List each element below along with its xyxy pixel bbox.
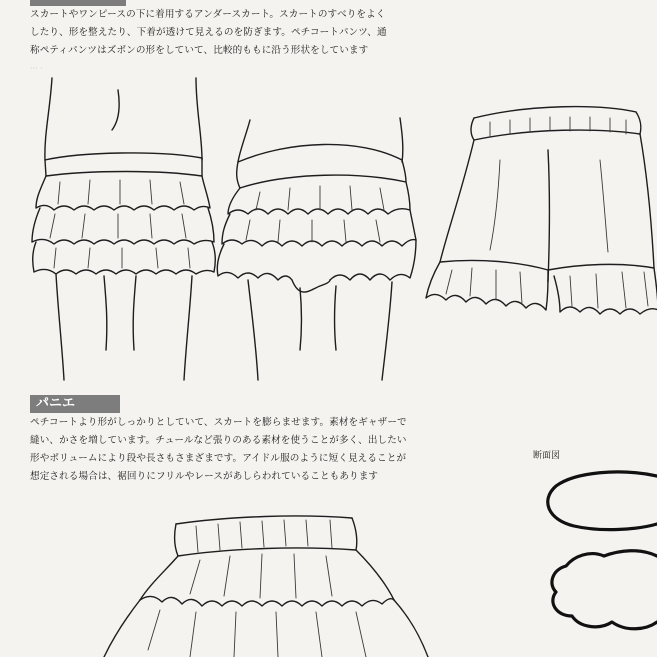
faint-bleed-through-mark: ··· · bbox=[30, 64, 43, 73]
pannier-illustration bbox=[104, 516, 428, 657]
petti-pants-illustration bbox=[426, 107, 657, 314]
pannier-heading: パニエ bbox=[30, 395, 120, 413]
cross-section-caption: 断面図 bbox=[533, 451, 561, 461]
pannier-description: ペチコートより形がしっかりとしていて、スカートを膨らませます。素材をギャザーで 縫い、かさを増しています。チュールなど張りのある素材を使うことが多く、出したい 形やボリュームにより段や長さもさまざまです。アイドル服のように短く見えることが 想定される場合は、裾回りにフリルやレースがあしらわれていることもあります bbox=[30, 417, 407, 482]
petticoat-back-illustration bbox=[217, 118, 416, 380]
petticoat-description: スカートやワンピースの下に着用するアンダースカート。スカートのすべりをよく したり、形を整えたり、下着が透けて見えるのを防ぎます。ペチコートパンツ、通 称ペティパンツはズボンの形をしていて、比較的ももに沿う形状をしています bbox=[30, 9, 387, 56]
petticoat-front-illustration bbox=[32, 78, 215, 380]
cross-section-diagram bbox=[548, 472, 657, 629]
